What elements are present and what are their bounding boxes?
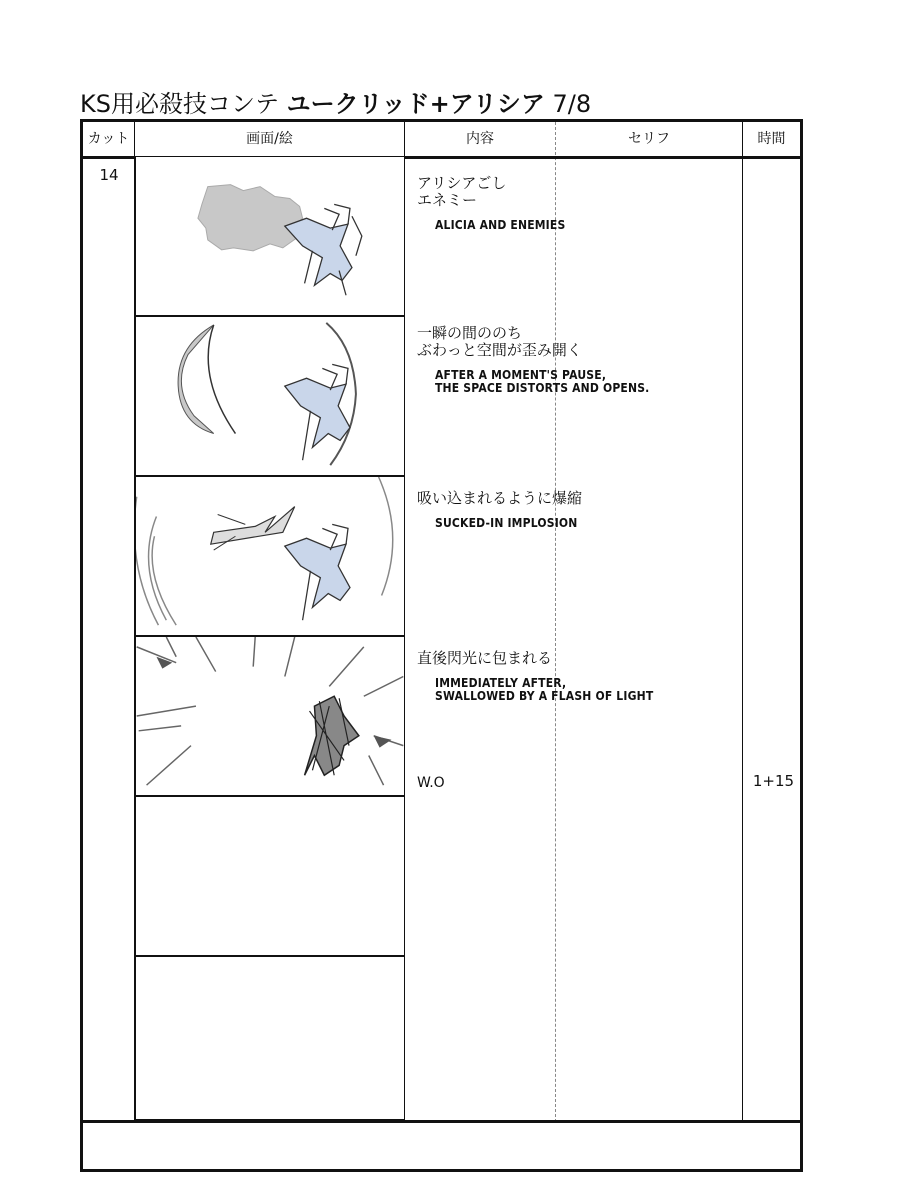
sheet-title: [80, 84, 591, 119]
title-prefix: KS用必殺技コンテ: [80, 90, 279, 118]
panel-3-jp-text: 吸い込まれるように爆縮: [417, 489, 583, 507]
panel-1-description: [417, 175, 580, 232]
panel-2-drawing: [136, 317, 404, 475]
panel-3: [135, 476, 405, 636]
panel-3-drawing: [136, 477, 404, 635]
panel-4-description: [417, 650, 678, 703]
header-content: 内容: [466, 131, 494, 147]
header-dialogue: セリフ: [628, 131, 670, 147]
panel-2-jp-text: 一瞬の間ののち ぶわっと空間が歪み開く: [417, 324, 582, 359]
footer-divider: [83, 1120, 800, 1123]
title-page: 7/8: [552, 90, 592, 118]
time-column-divider: [742, 122, 743, 1122]
panel-1-drawing: [136, 157, 404, 315]
panel-5-empty: [135, 796, 405, 956]
header-picture: 画面/絵: [246, 131, 293, 147]
panel-6-empty: [135, 956, 405, 1120]
panel-2: [135, 316, 405, 476]
panel-3-description: [417, 490, 593, 530]
header-cut: カット: [87, 131, 130, 147]
panel-1: [135, 156, 405, 316]
cut-duration: 1+15: [752, 772, 795, 790]
panel-2-en-text: AFTER A MOMENT'S PAUSE, THE SPACE DISTORTS AND OPENS.: [435, 368, 650, 395]
storyboard-sheet: [80, 119, 803, 1172]
panel-4-drawing: [136, 637, 404, 795]
panel-2-description: [417, 325, 673, 395]
cut-number: 14: [99, 166, 119, 184]
panel-4: [135, 636, 405, 796]
header-time: 時間: [757, 131, 786, 147]
panel-4-jp-text: 直後閃光に包まれる: [417, 649, 553, 667]
panel-4-en-text: IMMEDIATELY AFTER, SWALLOWED BY A FLASH OF LIGHT: [435, 676, 654, 703]
panel-3-en-text: SUCKED-IN IMPLOSION: [435, 516, 578, 530]
title-characters: ユークリッド+アリシア: [286, 90, 545, 118]
wo-note: W.O: [417, 775, 445, 791]
panel-1-jp-text: アリシアごし エネミー: [417, 174, 507, 209]
panel-1-en-text: ALICIA AND ENEMIES: [435, 218, 566, 232]
dialogue-divider: [555, 122, 556, 1122]
